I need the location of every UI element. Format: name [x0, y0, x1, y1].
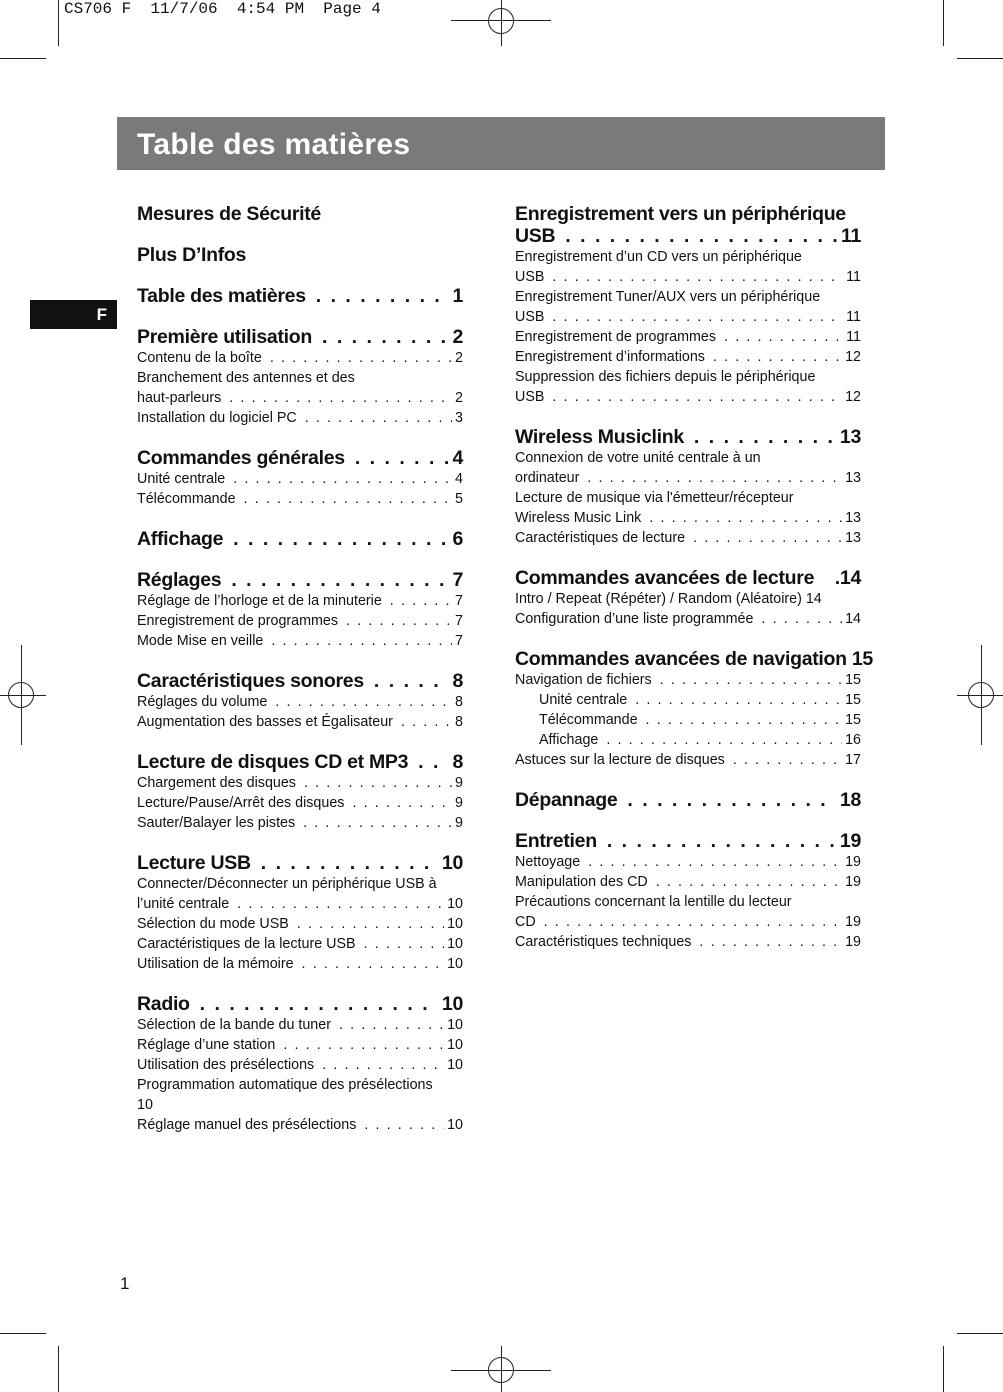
- toc-section-affichage: [137, 528, 463, 550]
- toc-entry[interactable]: Lecture/Pause/Arrêt des disques . . . 9: [137, 793, 463, 813]
- toc-entry[interactable]: Configuration d’une liste programmée . . . 14: [515, 609, 861, 629]
- toc-section-entretien: [515, 830, 861, 952]
- toc-section-commandes-generales: [137, 447, 463, 509]
- toc-section-lecture-usb: [137, 852, 463, 974]
- toc-entry[interactable]: Installation du logiciel PC . . . 3: [137, 408, 463, 428]
- toc-section-lecture-cd-mp3: [137, 751, 463, 833]
- toc-entry[interactable]: Branchement des antennes et des haut-parleurs . . . 2: [137, 368, 463, 408]
- toc-heading[interactable]: Plus D’Infos: [137, 244, 247, 266]
- toc-entry[interactable]: Enregistrement d’un CD vers un périphérique USB . . . 11: [515, 247, 861, 287]
- toc-entry[interactable]: Sauter/Balayer les pistes . . . 9: [137, 813, 463, 833]
- toc-entry[interactable]: Réglage de l’horloge et de la minuterie . . . 7: [137, 591, 463, 611]
- toc-entry[interactable]: Utilisation de la mémoire . . . 10: [137, 954, 463, 974]
- toc-heading-row[interactable]: Enregistrement vers un périphérique USB . . . 11: [515, 203, 861, 247]
- toc-heading-row[interactable]: Lecture de disques CD et MP3 . . . 8: [137, 751, 463, 773]
- page-number: 1: [120, 1274, 130, 1293]
- toc-heading-row[interactable]: Caractéristiques sonores . . . 8: [137, 670, 463, 692]
- toc-entry[interactable]: Télécommande . . . 15: [515, 710, 861, 730]
- toc-heading-row[interactable]: Entretien . . . 19: [515, 830, 861, 852]
- toc-entry[interactable]: Nettoyage . . . 19: [515, 852, 861, 872]
- toc-entry[interactable]: Enregistrement Tuner/AUX vers un périphérique USB . . . 11: [515, 287, 861, 327]
- toc-entry[interactable]: Chargement des disques . . . 9: [137, 773, 463, 793]
- toc-entry[interactable]: Augmentation des basses et Égalisateur . . . 8: [137, 712, 463, 732]
- toc-entry[interactable]: Réglages du volume . . . 8: [137, 692, 463, 712]
- toc-heading[interactable]: Mesures de Sécurité: [137, 203, 321, 225]
- toc-heading-row[interactable]: Commandes avancées de navigation 15: [515, 648, 873, 670]
- toc-section-reglages: [137, 569, 463, 651]
- toc-entry[interactable]: Réglage d’une station . . . 10: [137, 1035, 463, 1055]
- toc-right-column: [515, 203, 873, 971]
- toc-section-table: [137, 285, 463, 307]
- toc-entry[interactable]: Enregistrement de programmes . . . 7: [137, 611, 463, 631]
- toc-entry[interactable]: Caractéristiques techniques . . . 19: [515, 932, 861, 952]
- toc-entry[interactable]: Unité centrale . . . 15: [515, 690, 861, 710]
- toc-entry[interactable]: Connexion de votre unité centrale à un ordinateur . . . 13: [515, 448, 861, 488]
- toc-entry[interactable]: Sélection du mode USB . . . 10: [137, 914, 463, 934]
- toc-section-commandes-avancees-lecture: [515, 567, 861, 629]
- toc-entry[interactable]: Enregistrement de programmes . . . 11: [515, 327, 861, 347]
- toc-heading-row[interactable]: Table des matières . . . 1: [137, 285, 463, 307]
- toc-section-caracteristiques-sonores: [137, 670, 463, 732]
- toc-heading-row[interactable]: Réglages . . . 7: [137, 569, 463, 591]
- toc-entry[interactable]: Suppression des fichiers depuis le périphérique USB . . . 12: [515, 367, 861, 407]
- page-title: Table des matières: [137, 128, 411, 161]
- toc-entry[interactable]: Unité centrale . . . 4: [137, 469, 463, 489]
- toc-heading-row[interactable]: Première utilisation . . . 2: [137, 326, 463, 348]
- print-slug: CS706 F 11/7/06 4:54 PM Page 4: [64, 0, 381, 18]
- toc-entry[interactable]: Programmation automatique des présélections 10: [137, 1077, 433, 1113]
- toc-heading-row[interactable]: Radio . . . 10: [137, 993, 463, 1015]
- toc-section-enregistrement-usb: [515, 203, 861, 407]
- toc-entry[interactable]: Télécommande . . . 5: [137, 489, 463, 509]
- toc-left-column: [137, 203, 463, 1154]
- toc-section-plus-infos: [137, 244, 463, 266]
- toc-entry[interactable]: Affichage . . . 16: [515, 730, 861, 750]
- toc-entry[interactable]: Réglage manuel des présélections . . . 10: [137, 1115, 463, 1135]
- toc-entry[interactable]: Contenu de la boîte . . . 2: [137, 348, 463, 368]
- language-tab: F: [30, 300, 117, 329]
- toc-section-commandes-avancees-navigation: [515, 648, 873, 770]
- toc-entry[interactable]: Caractéristiques de lecture . . . 13: [515, 528, 861, 548]
- toc-section-depannage: [515, 789, 861, 811]
- toc-entry[interactable]: Sélection de la bande du tuner . . . 10: [137, 1015, 463, 1035]
- toc-entry[interactable]: Intro / Repeat (Répéter) / Random (Aléatoire) 14: [515, 591, 822, 607]
- toc-section-premiere-utilisation: [137, 326, 463, 428]
- toc-section-wireless-musiclink: [515, 426, 861, 548]
- toc-heading-row[interactable]: Lecture USB . . . 10: [137, 852, 463, 874]
- toc-entry[interactable]: Caractéristiques de la lecture USB . . . 10: [137, 934, 463, 954]
- toc-entry[interactable]: Mode Mise en veille . . . 7: [137, 631, 463, 651]
- toc-heading-row[interactable]: Affichage . . . 6: [137, 528, 463, 550]
- toc-entry[interactable]: Navigation de fichiers . . . 15: [515, 670, 861, 690]
- toc-entry[interactable]: Précautions concernant la lentille du lecteur CD . . . 19: [515, 892, 861, 932]
- toc-section-radio: [137, 993, 463, 1135]
- title-banner: [117, 117, 885, 170]
- toc-heading-row[interactable]: Wireless Musiclink . . . 13: [515, 426, 861, 448]
- toc-heading-row[interactable]: Dépannage . . . 18: [515, 789, 861, 811]
- toc-section-mesures: [137, 203, 463, 225]
- toc-entry[interactable]: Astuces sur la lecture de disques . . . 17: [515, 750, 861, 770]
- toc-heading-row[interactable]: Commandes générales . . . 4: [137, 447, 463, 469]
- toc-entry[interactable]: Manipulation des CD . . . 19: [515, 872, 861, 892]
- toc-entry[interactable]: Utilisation des présélections . . . 10: [137, 1055, 463, 1075]
- toc-entry[interactable]: Connecter/Déconnecter un périphérique USB à l’unité centrale . . . 10: [137, 874, 463, 914]
- toc-heading-row[interactable]: Commandes avancées de lecture .14: [515, 567, 861, 589]
- toc-entry[interactable]: Lecture de musique via l'émetteur/récepteur Wireless Music Link . . . 13: [515, 488, 861, 528]
- toc-entry[interactable]: Enregistrement d’informations . . . 12: [515, 347, 861, 367]
